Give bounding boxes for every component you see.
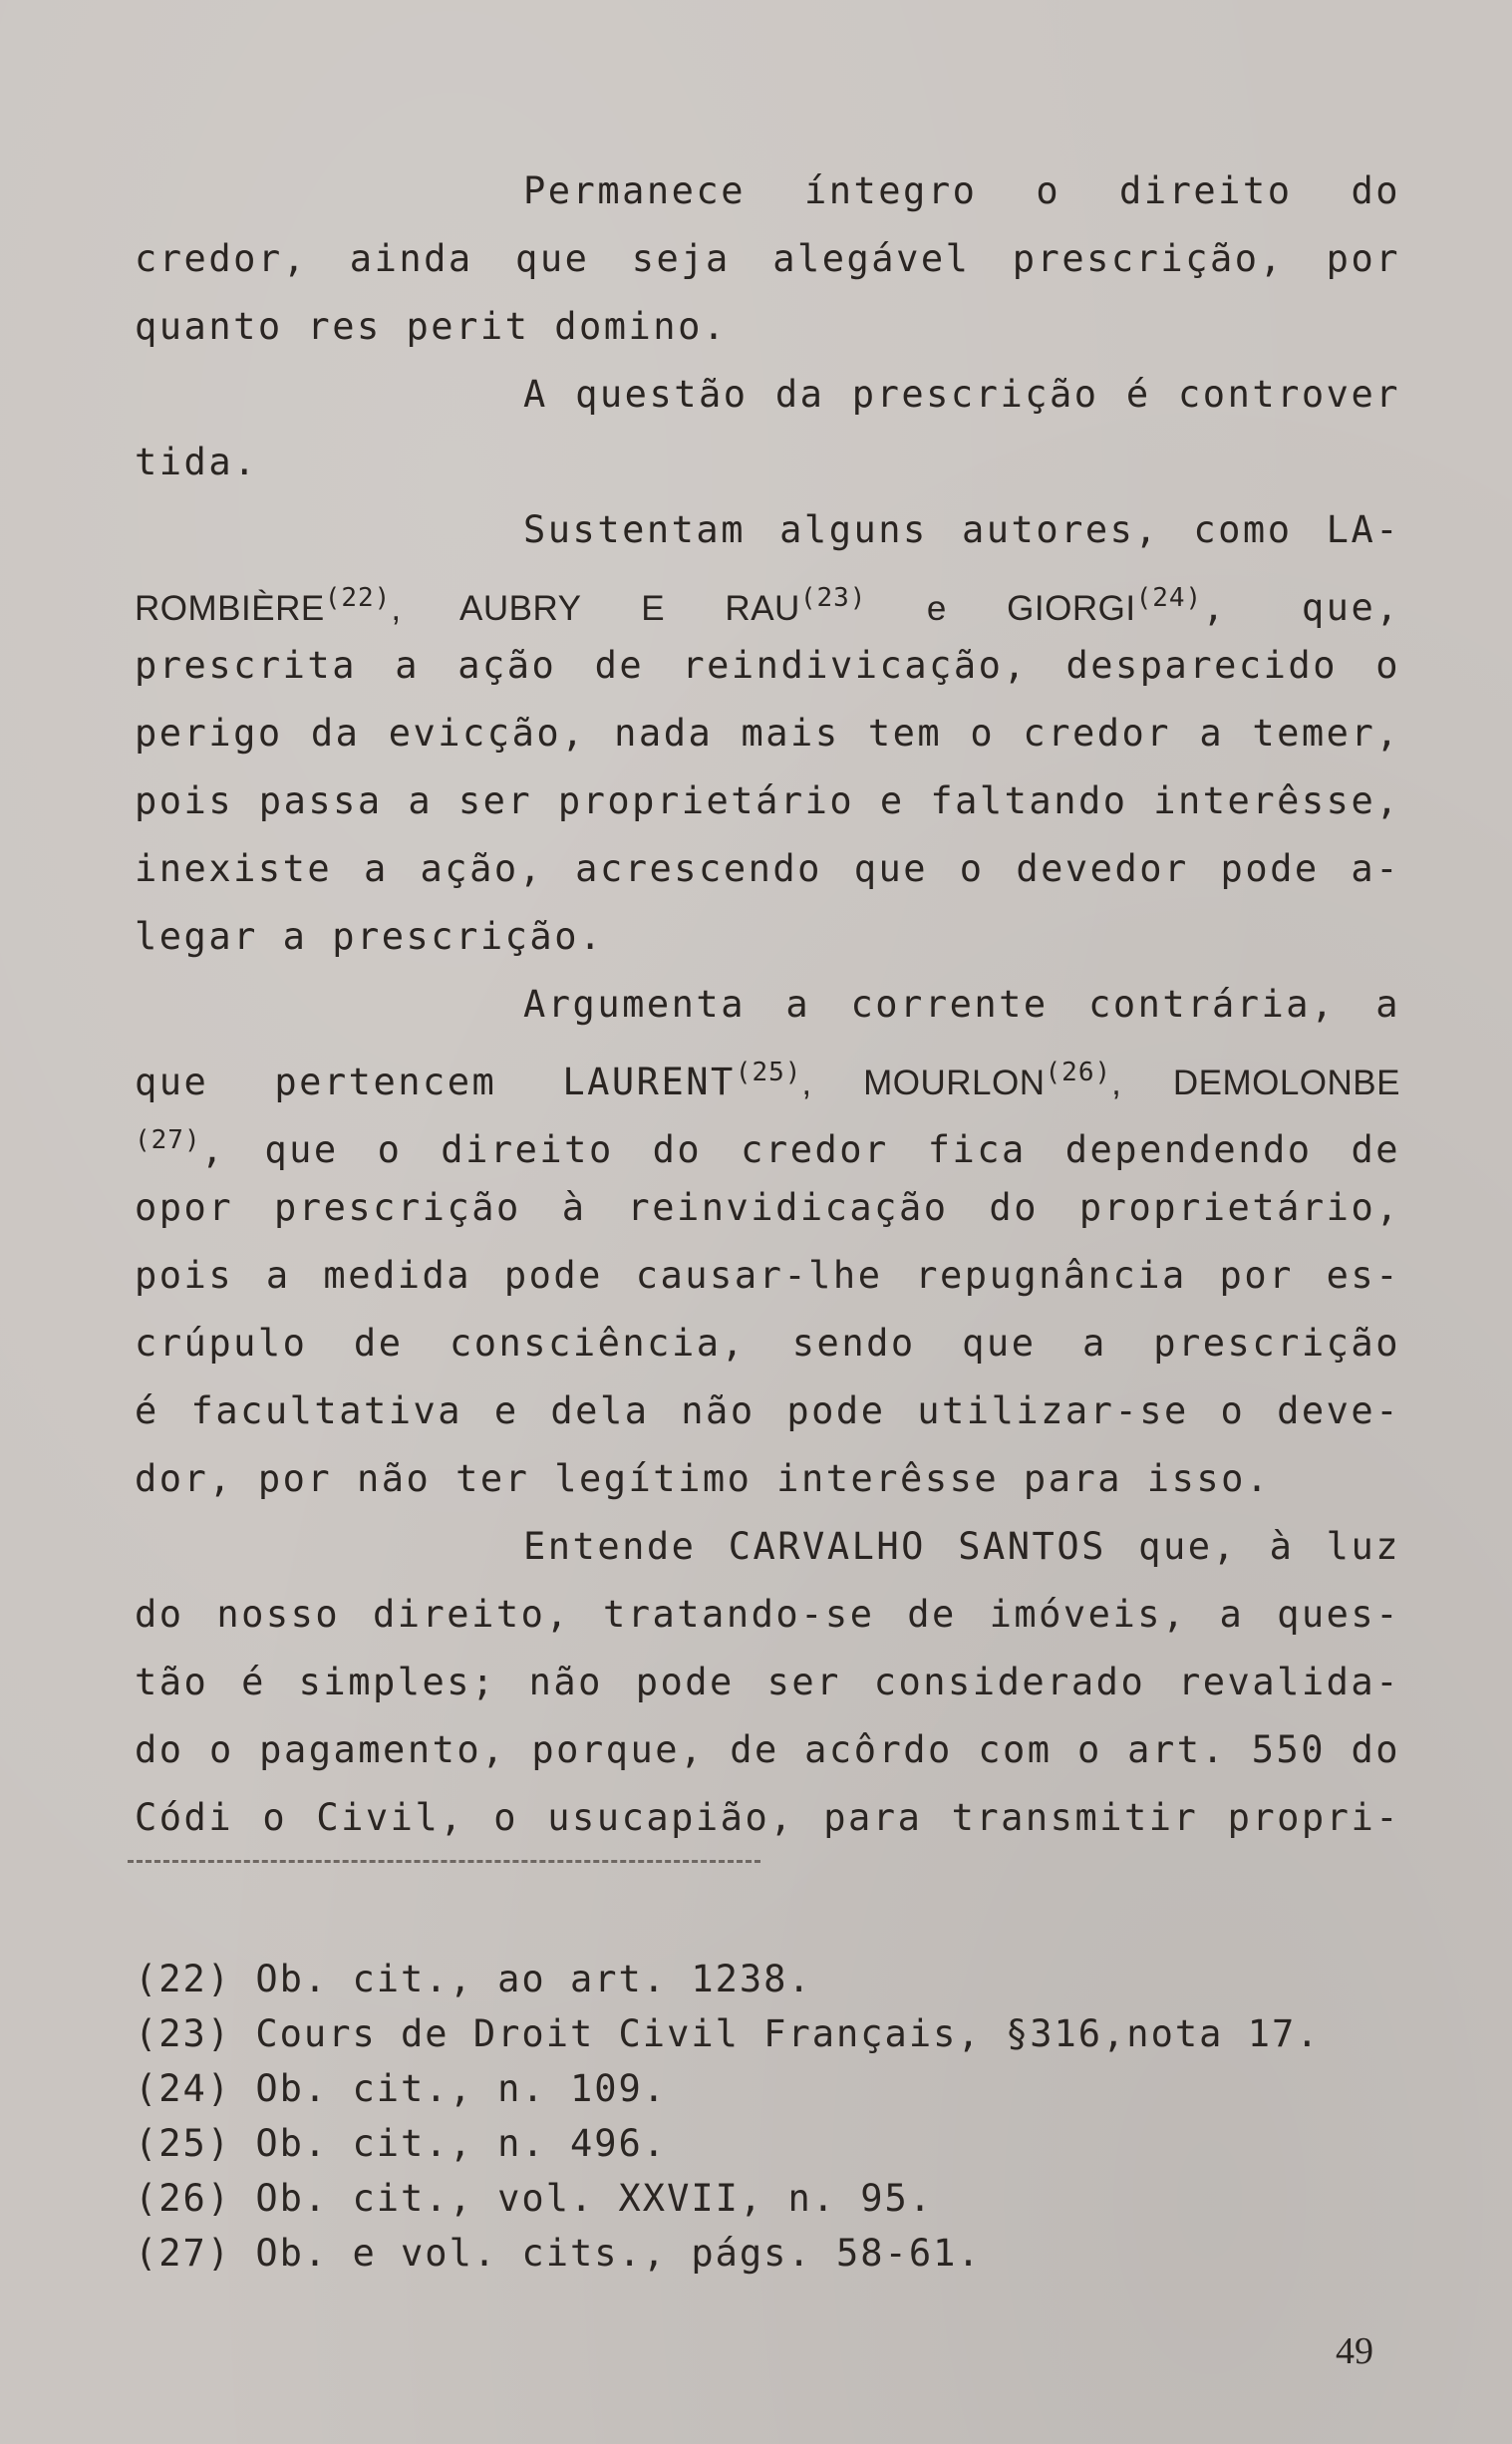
body-text [135,157,1400,1852]
text-line: legar a prescrição. [135,915,604,958]
text-line: pois passa a ser proprietário e faltando interêsse, [135,779,1400,822]
text-line-with-citations [135,1039,1400,1106]
footnote-item: (23) Cours de Droit Civil Français, §316,nota 17. [135,2012,1321,2055]
text-line-with-citations [135,1106,1400,1174]
author-name: , MOURLON [801,1064,1046,1102]
author-name: , AUBRY E RAU [391,589,800,628]
footnote-ref: (23) [799,583,867,613]
text-line: é facultativa e dela não pode utilizar-se o deve- [135,1389,1400,1432]
text-line: Argumenta a corrente contrária, a [523,983,1400,1026]
footnote-item: (22) Ob. cit., ao art. 1238. [135,1958,812,2000]
footnote-ref: (25) [735,1058,802,1087]
text-line: tida. [135,441,258,483]
footnotes [135,1952,1331,2281]
text-line: prescrita a ação de reindivicação, desparecido o [135,644,1400,687]
author-name: ROMBIÈRE [135,589,325,628]
text-line: Sustentam alguns autores, como LA- [523,508,1400,551]
text-line: Permanece íntegro o direito do [523,169,1400,212]
text-line: credor, ainda que seja alegável prescrição, por [135,237,1400,280]
author-name: e GIORGI [866,589,1136,628]
footnote-item: (27) Ob. e vol. cits., págs. 58-61. [135,2232,982,2275]
author-name: , DEMOLONBE [1111,1064,1400,1102]
text-line: quanto res perit domino. [135,305,728,348]
footnote-separator [128,1860,760,1863]
text-line: opor prescrição à reinvidicação do proprietário, [135,1186,1400,1229]
text-line: do o pagamento, porque, de acôrdo com o art. 550 do [135,1728,1400,1771]
text-fragment: , que o direito do credor fica dependendo de [200,1128,1400,1171]
text-fragment: , que, [1202,586,1401,629]
footnote-ref: (27) [135,1125,201,1155]
text-line: do nosso direito, tratando-se de imóveis, a ques- [135,1593,1400,1636]
footnote-ref: (24) [1135,583,1203,613]
footnote-item: (24) Ob. cit., n. 109. [135,2067,668,2110]
footnote-item: (26) Ob. cit., vol. XXVII, n. 95. [135,2177,934,2220]
footnote-ref: (22) [324,583,392,613]
text-line: Códi o Civil, o usucapião, para transmitir propri- [135,1796,1400,1839]
text-line: perigo da evicção, nada mais tem o credor a temer, [135,712,1400,755]
text-line: crúpulo de consciência, sendo que a prescrição [135,1322,1400,1365]
text-line-with-citations [135,564,1400,632]
text-line: tão é simples; não pode ser considerado revalida- [135,1661,1400,1703]
text-line: Entende CARVALHO SANTOS que, à luz [523,1525,1400,1568]
page-number: 49 [1336,2330,1373,2372]
text-line: pois a medida pode causar-lhe repugnância por es- [135,1254,1400,1297]
text-line: A questão da prescrição é controver [523,373,1400,416]
text-line: dor, por não ter legítimo interêsse para isso. [135,1457,1271,1500]
text-fragment: que pertencem LAURENT [135,1061,736,1103]
footnote-item: (25) Ob. cit., n. 496. [135,2122,668,2165]
footnote-ref: (26) [1045,1058,1112,1087]
text-line: inexiste a ação, acrescendo que o devedor pode a- [135,847,1400,890]
